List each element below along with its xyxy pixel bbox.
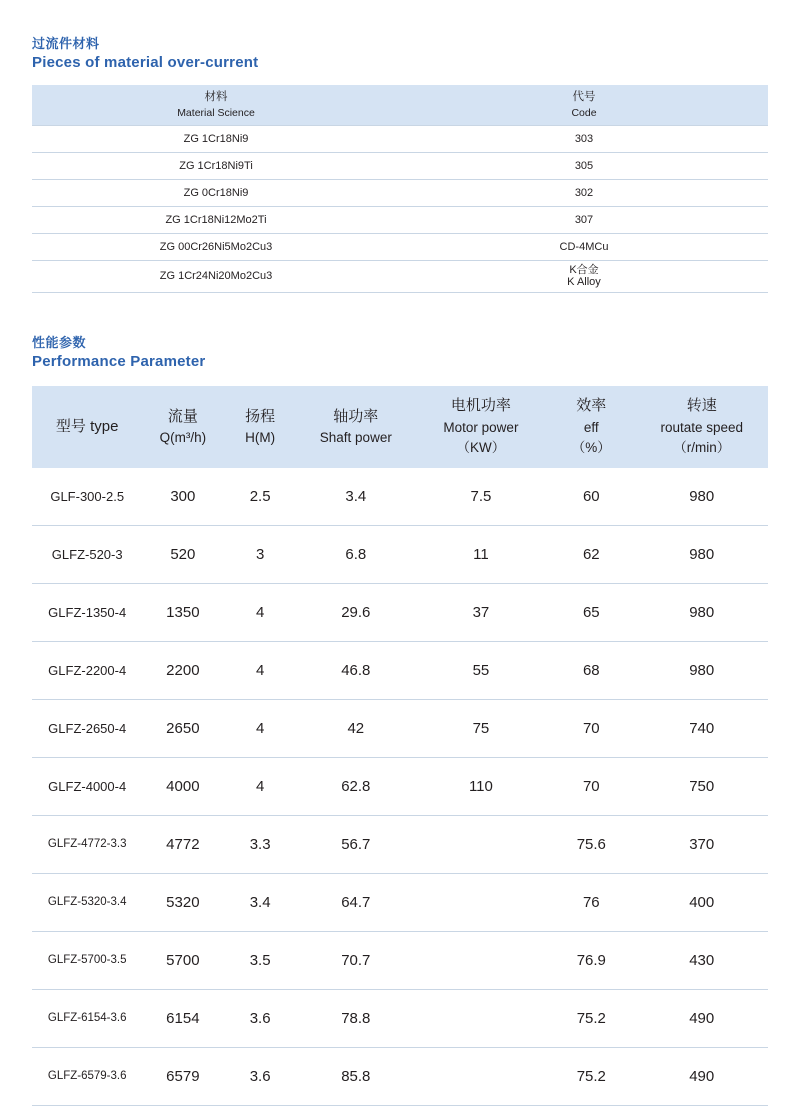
table-row xyxy=(32,1047,768,1105)
perf-motor-power xyxy=(415,873,547,931)
perf-shaft-power: 62.8 xyxy=(297,757,415,815)
perf-flow: 4000 xyxy=(142,757,223,815)
performance-header-row xyxy=(32,386,768,468)
perf-shaft-power: 78.8 xyxy=(297,989,415,1047)
table-row xyxy=(32,757,768,815)
perf-col-shaft-l2: Shaft power xyxy=(319,430,392,446)
material-code: 305 xyxy=(400,152,768,179)
material-col-code-cn: 代号 xyxy=(572,91,596,103)
perf-motor-power: 110 xyxy=(415,757,547,815)
perf-col-flow xyxy=(142,386,223,468)
table-row xyxy=(32,641,768,699)
perf-model: GLF-300-2.5 xyxy=(32,468,142,526)
performance-table-head xyxy=(32,386,768,468)
perf-flow: 6579 xyxy=(142,1047,223,1105)
perf-efficiency: 70 xyxy=(547,757,635,815)
perf-speed: 980 xyxy=(635,525,768,583)
perf-flow: 520 xyxy=(142,525,223,583)
perf-shaft-power: 56.7 xyxy=(297,815,415,873)
table-row xyxy=(32,206,768,233)
perf-speed: 400 xyxy=(635,873,768,931)
perf-motor-power: 7.5 xyxy=(415,468,547,526)
perf-head: 3.4 xyxy=(223,873,297,931)
perf-speed: 490 xyxy=(635,1047,768,1105)
perf-col-flow-l1: 流量 xyxy=(167,407,198,425)
perf-head: 4 xyxy=(223,641,297,699)
perf-head: 2.5 xyxy=(223,468,297,526)
perf-efficiency: 75.6 xyxy=(547,815,635,873)
material-table-body xyxy=(32,125,768,292)
material-code: CD-4MCu xyxy=(400,233,768,260)
perf-model: GLFZ-2200-4 xyxy=(32,641,142,699)
perf-col-motor-power xyxy=(415,386,547,468)
perf-col-eff-l1: 效率 xyxy=(576,397,607,415)
perf-flow: 300 xyxy=(142,468,223,526)
material-name: ZG 0Cr18Ni9 xyxy=(32,179,400,206)
performance-table xyxy=(32,386,768,1106)
material-table-head xyxy=(32,85,768,125)
material-section-heading xyxy=(32,36,768,73)
perf-shaft-power: 46.8 xyxy=(297,641,415,699)
material-code xyxy=(400,260,768,292)
performance-heading-en: Performance Parameter xyxy=(32,353,206,371)
perf-head: 4 xyxy=(223,757,297,815)
table-row xyxy=(32,125,768,152)
perf-speed: 980 xyxy=(635,583,768,641)
material-name: ZG 00Cr26Ni5Mo2Cu3 xyxy=(32,233,400,260)
material-code: 307 xyxy=(400,206,768,233)
perf-shaft-power: 85.8 xyxy=(297,1047,415,1105)
perf-head: 3.6 xyxy=(223,1047,297,1105)
perf-col-motor-l1: 电机功率 xyxy=(450,397,511,415)
material-section xyxy=(32,36,768,293)
perf-efficiency: 75.2 xyxy=(547,989,635,1047)
material-col-code xyxy=(400,85,768,125)
material-heading-en: Pieces of material over-current xyxy=(32,54,259,72)
material-name: ZG 1Cr18Ni9Ti xyxy=(32,152,400,179)
perf-model: GLFZ-6579-3.6 xyxy=(32,1047,142,1105)
perf-model: GLFZ-520-3 xyxy=(32,525,142,583)
performance-section-heading xyxy=(32,335,768,372)
perf-speed: 430 xyxy=(635,931,768,989)
material-heading-cn: 过流件材料 xyxy=(32,36,100,51)
perf-motor-power xyxy=(415,931,547,989)
perf-speed: 740 xyxy=(635,699,768,757)
perf-col-eff-l3: （%） xyxy=(571,440,611,456)
perf-col-model xyxy=(32,386,142,468)
perf-motor-power xyxy=(415,815,547,873)
perf-shaft-power: 3.4 xyxy=(297,468,415,526)
perf-motor-power: 55 xyxy=(415,641,547,699)
perf-shaft-power: 42 xyxy=(297,699,415,757)
perf-motor-power: 75 xyxy=(415,699,547,757)
perf-flow: 2650 xyxy=(142,699,223,757)
table-row xyxy=(32,815,768,873)
table-row xyxy=(32,468,768,526)
perf-shaft-power: 29.6 xyxy=(297,583,415,641)
table-row xyxy=(32,525,768,583)
table-row xyxy=(32,699,768,757)
perf-col-shaft-power xyxy=(297,386,415,468)
perf-speed: 490 xyxy=(635,989,768,1047)
table-row xyxy=(32,873,768,931)
table-row xyxy=(32,583,768,641)
perf-col-speed-l3: （r/min） xyxy=(673,440,731,456)
perf-efficiency: 76.9 xyxy=(547,931,635,989)
material-col-material-cn: 材料 xyxy=(204,91,228,103)
perf-col-motor-l3: （KW） xyxy=(456,440,506,456)
perf-efficiency: 62 xyxy=(547,525,635,583)
perf-model: GLFZ-5700-3.5 xyxy=(32,931,142,989)
perf-head: 4 xyxy=(223,583,297,641)
material-name: ZG 1Cr24Ni20Mo2Cu3 xyxy=(32,260,400,292)
perf-motor-power: 11 xyxy=(415,525,547,583)
perf-shaft-power: 64.7 xyxy=(297,873,415,931)
perf-efficiency: 70 xyxy=(547,699,635,757)
perf-speed: 980 xyxy=(635,641,768,699)
table-row xyxy=(32,989,768,1047)
perf-shaft-power: 70.7 xyxy=(297,931,415,989)
perf-head: 3.6 xyxy=(223,989,297,1047)
perf-head: 3.5 xyxy=(223,931,297,989)
perf-model: GLFZ-6154-3.6 xyxy=(32,989,142,1047)
perf-col-head xyxy=(223,386,297,468)
perf-model: GLFZ-4772-3.3 xyxy=(32,815,142,873)
perf-model: GLFZ-1350-4 xyxy=(32,583,142,641)
perf-flow: 6154 xyxy=(142,989,223,1047)
perf-flow: 1350 xyxy=(142,583,223,641)
perf-col-shaft-l1: 轴功率 xyxy=(333,407,379,425)
material-header-row xyxy=(32,85,768,125)
perf-col-model-l1: 型号 type xyxy=(55,417,119,435)
perf-efficiency: 60 xyxy=(547,468,635,526)
perf-flow: 4772 xyxy=(142,815,223,873)
perf-flow: 5320 xyxy=(142,873,223,931)
perf-col-head-l1: 扬程 xyxy=(245,407,276,425)
performance-section xyxy=(32,335,768,1106)
table-row xyxy=(32,152,768,179)
perf-flow: 5700 xyxy=(142,931,223,989)
perf-motor-power xyxy=(415,989,547,1047)
table-row xyxy=(32,260,768,292)
perf-motor-power xyxy=(415,1047,547,1105)
perf-efficiency: 68 xyxy=(547,641,635,699)
performance-heading-cn: 性能参数 xyxy=(32,334,87,350)
perf-shaft-power: 6.8 xyxy=(297,525,415,583)
material-code: 303 xyxy=(400,125,768,152)
material-code-line1: K合金 xyxy=(569,263,599,276)
perf-efficiency: 76 xyxy=(547,873,635,931)
perf-col-flow-l2: Q(m³/h) xyxy=(159,430,207,446)
material-name: ZG 1Cr18Ni9 xyxy=(32,125,400,152)
perf-model: GLFZ-2650-4 xyxy=(32,699,142,757)
material-code-line2: K Alloy xyxy=(567,276,601,289)
perf-col-head-l2: H(M) xyxy=(245,430,276,446)
material-col-code-en: Code xyxy=(571,106,597,119)
perf-head: 3.3 xyxy=(223,815,297,873)
table-row xyxy=(32,179,768,206)
material-name: ZG 1Cr18Ni12Mo2Ti xyxy=(32,206,400,233)
material-code: 302 xyxy=(400,179,768,206)
material-col-material xyxy=(32,85,400,125)
table-row xyxy=(32,931,768,989)
table-row xyxy=(32,233,768,260)
perf-col-efficiency xyxy=(547,386,635,468)
perf-col-speed xyxy=(635,386,768,468)
material-table xyxy=(32,85,768,293)
perf-col-eff-l2: eff xyxy=(583,419,599,435)
perf-efficiency: 65 xyxy=(547,583,635,641)
perf-model: GLFZ-4000-4 xyxy=(32,757,142,815)
perf-speed: 750 xyxy=(635,757,768,815)
perf-motor-power: 37 xyxy=(415,583,547,641)
perf-speed: 980 xyxy=(635,468,768,526)
perf-speed: 370 xyxy=(635,815,768,873)
perf-flow: 2200 xyxy=(142,641,223,699)
performance-table-body xyxy=(32,468,768,1106)
perf-col-motor-l2: Motor power xyxy=(443,419,519,435)
perf-col-speed-l1: 转速 xyxy=(686,397,717,415)
perf-head: 3 xyxy=(223,525,297,583)
perf-col-speed-l2: routate speed xyxy=(660,419,744,435)
perf-model: GLFZ-5320-3.4 xyxy=(32,873,142,931)
perf-head: 4 xyxy=(223,699,297,757)
perf-efficiency: 75.2 xyxy=(547,1047,635,1105)
material-col-material-en: Material Science xyxy=(177,106,255,119)
